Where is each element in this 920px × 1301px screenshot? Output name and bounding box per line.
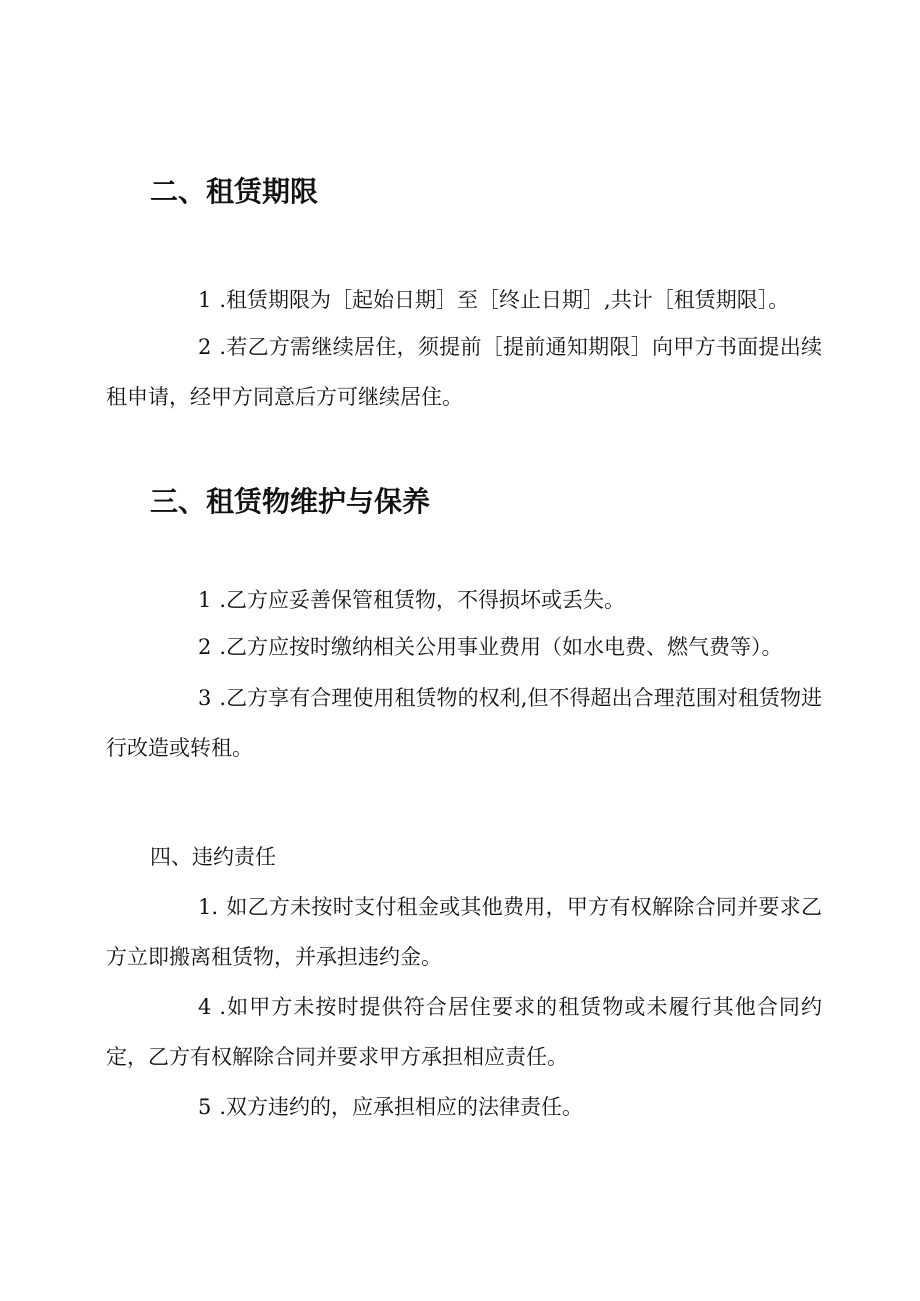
clause-text: .乙方应妥善保管租赁物，不得损坏或丢失。 [219, 588, 626, 612]
clause-number: 1. [198, 895, 219, 919]
clause-number: 4 [198, 995, 212, 1019]
clause-maintenance-3 [106, 673, 822, 773]
clause-lease-term-1 [106, 275, 822, 325]
clause-text: .租赁期限为［起始日期］至［终止日期］,共计［租赁期限］。 [219, 288, 790, 312]
section-heading-maintenance: 三、租赁物维护与保养 [150, 485, 431, 518]
section-heading-lease-term: 二、租赁期限 [150, 175, 319, 208]
clause-number: 5 [198, 1095, 212, 1119]
clause-number: 3 [198, 686, 212, 710]
clause-text: .若乙方需继续居住，须提前［提前通知期限］向甲方书面提出续租申请，经甲方同意后方可继续居住。 [106, 335, 822, 409]
clause-text: .如甲方未按时提供符合居住要求的租赁物或未履行其他合同约定，乙方有权解除合同并要求甲方承担相应责任。 [106, 995, 822, 1069]
clause-number: 2 [198, 335, 212, 359]
clause-number: 1 [198, 588, 212, 612]
clause-text: .双方违约的，应承担相应的法律责任。 [219, 1095, 584, 1119]
clause-text: .乙方享有合理使用租赁物的权利,但不得超出合理范围对租赁物进行改造或转租。 [106, 686, 822, 760]
clause-breach-3 [106, 1082, 822, 1132]
clause-number: 1 [198, 288, 212, 312]
clause-breach-1 [106, 882, 822, 982]
clause-lease-term-2 [106, 322, 822, 422]
clause-breach-2 [106, 982, 822, 1082]
clause-text: .乙方应按时缴纳相关公用事业费用（如水电费、燃气费等）。 [219, 635, 783, 659]
clause-number: 2 [198, 635, 212, 659]
section-heading-breach: 四、违约责任 [150, 845, 276, 869]
clause-maintenance-1 [106, 575, 822, 625]
clause-text: 如乙方未按时支付租金或其他费用，甲方有权解除合同并要求乙方立即搬离租赁物，并承担违约金。 [106, 895, 822, 969]
clause-maintenance-2 [106, 622, 822, 672]
